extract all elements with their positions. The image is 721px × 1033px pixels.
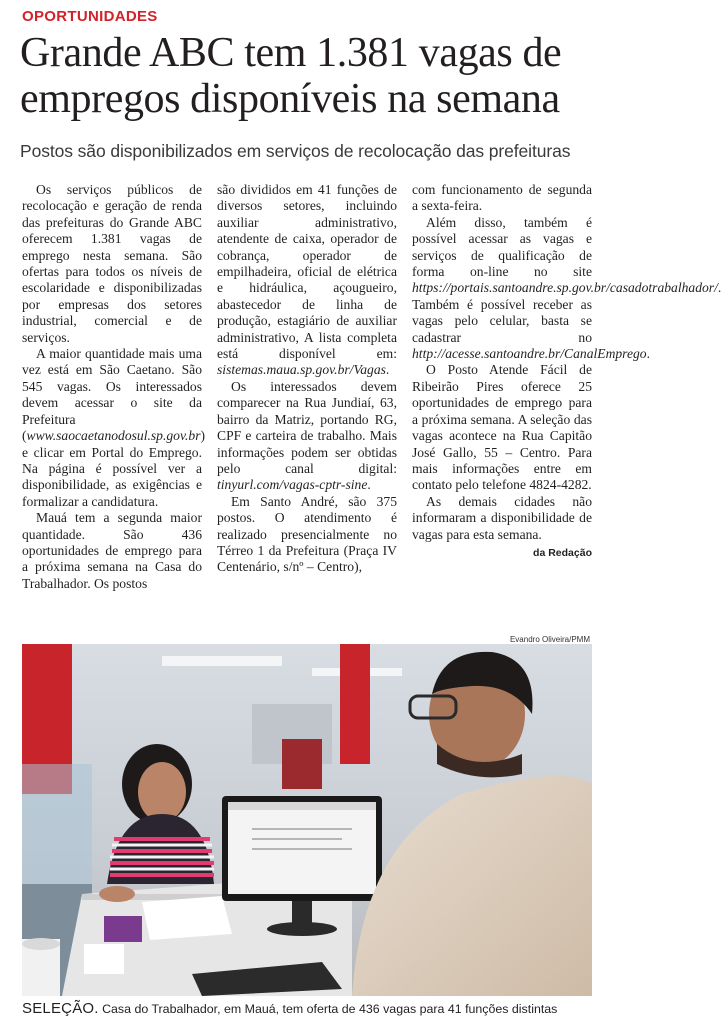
paragraph: Mauá tem a segunda maior quantidade. São 436 oportunidades de emprego para a próxima semana na Casa do Trabalhador. Os postos bbox=[22, 510, 202, 591]
paragraph: Os interessados devem comparecer na Rua Jundiaí, 63, bairro da Matriz, portando RG, CPF e carteira de trabalho. Mais informações podem ser obtidas pelo canal digital: tinyurl.com/vagas-cptr-sine. bbox=[217, 378, 397, 493]
url-link[interactable]: www.saocaetanodosul.sp.gov.br bbox=[26, 428, 201, 444]
caption-text: Casa do Trabalhador, em Mauá, tem oferta de 436 vagas para 41 funções distintas bbox=[98, 1002, 558, 1016]
paragraph: são divididos em 41 funções de diversos setores, incluindo auxiliar administrativo, atendente de caixa, operador de cobrança, operador de empilhadeira, oficial de elétrica e hidráulica, açougueiro, abastecedor de linha de produção, estagiário de auxiliar administrativo, A lista completa está disponível em: sistemas.maua.sp.gov.br/Vagas. bbox=[217, 182, 397, 378]
column-3 bbox=[412, 182, 721, 561]
url-link[interactable]: http://acesse.santoandre.br/CanalEmprego bbox=[412, 346, 647, 362]
column-2 bbox=[217, 182, 397, 576]
paragraph: Em Santo André, são 375 postos. O atendimento é realizado presencialmente no Térreo 1 da Prefeitura (Praça IV Centenário, s/nº – Centro), bbox=[217, 493, 397, 575]
paragraph: Os serviços públicos de recolocação e geração de renda das prefeituras do Grande ABC oferecem 1.381 vagas de emprego nesta semana. São ofertas para todos os níveis de escolaridade e disponibilizadas por empresas dos setores industrial, comercial e de serviços. bbox=[22, 182, 202, 345]
news-photo bbox=[22, 644, 592, 996]
caption-lead: SELEÇÃO. bbox=[22, 1000, 99, 1017]
photo-caption bbox=[22, 1000, 598, 1017]
column-1 bbox=[22, 182, 206, 592]
paragraph: Além disso, também é possível acessar as vagas e serviços de qualificação de forma on-line no site https://portais.santoandre.sp.gov.br/casadotrabalhador/. Também é possível receber as vagas pelo celular, basta se cadastrar no http://acesse.santoandre.br/CanalEmprego. bbox=[412, 214, 721, 362]
paragraph: com funcionamento de segunda a sexta-feira. bbox=[412, 182, 592, 214]
url-link[interactable]: https://portais.santoandre.sp.gov.br/casadotrabalhador/ bbox=[412, 280, 718, 296]
byline: da Redação bbox=[533, 546, 592, 559]
section-kicker: OPORTUNIDADES bbox=[22, 8, 158, 25]
paragraph: O Posto Atende Fácil de Ribeirão Pires oferece 25 oportunidades de emprego para a próxima semana. A seleção das vagas acontece na Rua Capitão José Gallo, 55 – Centro. Para mais informações entre em contato pelo telefone 4824-4282. bbox=[412, 362, 592, 493]
photo-credit: Evandro Oliveira/PMM bbox=[509, 635, 590, 644]
paragraph: As demais cidades não informaram a disponibilidade de vagas para esta semana. bbox=[412, 493, 592, 542]
url-link[interactable]: sistemas.maua.sp.gov.br/Vagas bbox=[217, 362, 386, 378]
subheadline: Postos são disponibilizados em serviços de recolocação das prefeituras bbox=[20, 141, 571, 161]
paragraph: A maior quantidade mais uma vez está em São Caetano. São 545 vagas. Os interessados devem acessar o site da Prefeitura (www.saocaetanodosul.sp.gov.br) e clicar em Portal do Emprego. Na página é possível ver a disponibilidade, as exigências e formalizar a candidatura. bbox=[22, 346, 206, 509]
url-link[interactable]: tinyurl.com/vagas-cptr-sine bbox=[217, 477, 368, 493]
headline: Grande ABC tem 1.381 vagas de empregos disponíveis na semana bbox=[20, 30, 562, 122]
